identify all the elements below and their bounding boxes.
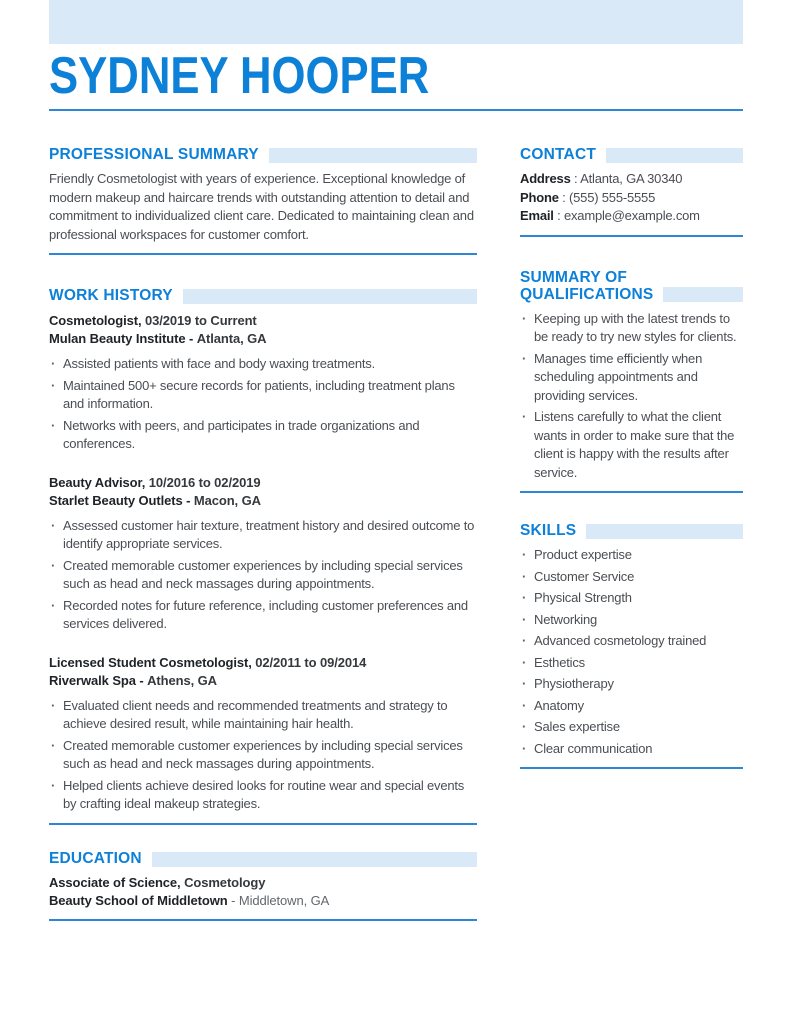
section-divider — [49, 919, 477, 921]
page-title: SYDNEY HOOPER — [49, 47, 430, 105]
section-divider — [520, 235, 743, 237]
contact-label: Email — [520, 208, 554, 223]
skill-item — [520, 546, 743, 565]
degree: Associate of Science, — [49, 874, 181, 890]
contact-email-line — [520, 207, 743, 226]
heading-bar — [586, 524, 743, 539]
job-dates: 03/2019 to Current — [145, 313, 257, 328]
bullet-item — [520, 350, 743, 406]
right-column — [520, 147, 743, 769]
bullet-item — [520, 408, 743, 482]
school-location: - Middletown, GA — [231, 892, 330, 908]
skill-item — [520, 568, 743, 587]
job-title-line — [49, 474, 477, 492]
bullet-dot: · — [51, 356, 56, 371]
contact-value: example@example.com — [563, 208, 700, 223]
contact-separator: : — [562, 189, 566, 205]
contact-label: Address — [520, 171, 571, 186]
bullet-text: Listens carefully to what the client wants in order to make sure that the client is happy with the results after service. — [534, 409, 735, 480]
bullet-dot: · — [522, 547, 527, 562]
qualifications-title-line2: QUALIFICATIONS — [520, 285, 654, 303]
name-divider — [49, 109, 743, 111]
skill-item — [520, 632, 743, 651]
professional-summary-title: PROFESSIONAL SUMMARY — [49, 146, 259, 163]
heading-bar — [183, 289, 477, 304]
bullet-dot: · — [522, 350, 527, 366]
school-name: Beauty School of Middletown — [49, 892, 228, 908]
school-line — [49, 892, 477, 910]
job-title-line — [49, 654, 477, 672]
bullet-text: Created memorable customer experiences by including special services such as head and neck massages during appointments. — [63, 557, 463, 591]
bullet-text: Keeping up with the latest trends to be ready to try new styles for clients. — [534, 310, 737, 344]
bullet-dot: · — [522, 633, 527, 648]
bullet-item — [49, 737, 477, 774]
job-company-line — [49, 672, 477, 690]
section-divider — [520, 491, 743, 493]
bullet-item — [49, 777, 477, 814]
job-dates: 10/2016 to 02/2019 — [148, 474, 261, 490]
job-entry-2 — [49, 474, 477, 634]
qualifications-list — [520, 310, 743, 483]
bullet-text: Created memorable customer experiences by including special services such as head and neck massages during appointments. — [63, 737, 463, 771]
columns — [49, 147, 743, 921]
bullet-dot: · — [522, 719, 527, 734]
section-education — [49, 851, 477, 921]
bullet-dot: · — [51, 377, 56, 393]
qualifications-heading — [520, 269, 743, 303]
bullet-text: Helped clients achieve desired looks for routine wear and special events by crafting ideal makeup strategies. — [63, 777, 465, 811]
job-bullets — [49, 517, 477, 634]
professional-summary-heading — [49, 147, 477, 163]
bullet-text: Recorded notes for future reference, including customer preferences and services delivered. — [63, 597, 468, 631]
bullet-dot: · — [51, 517, 56, 533]
skills-list — [520, 546, 743, 758]
bullet-item — [49, 417, 477, 454]
skill-item — [520, 718, 743, 737]
qualifications-title-line1: SUMMARY OF — [520, 268, 628, 286]
heading-bar — [606, 148, 743, 163]
bullet-text: Assessed customer hair texture, treatment history and desired outcome to identify appropriate services. — [63, 517, 475, 551]
skill-text: Product expertise — [534, 547, 632, 562]
job-dates: 02/2011 to 09/2014 — [255, 654, 367, 670]
section-divider — [520, 767, 743, 769]
bullet-dot: · — [522, 611, 527, 627]
contact-block — [520, 170, 743, 226]
job-bullets — [49, 697, 477, 814]
bullet-item — [520, 310, 743, 347]
contact-value: Atlanta, GA 30340 — [580, 171, 683, 186]
skills-heading — [520, 523, 743, 539]
bullet-dot: · — [522, 697, 527, 713]
bullet-item — [49, 355, 477, 374]
job-company: Riverwalk Spa - — [49, 672, 144, 688]
heading-bar — [663, 287, 743, 302]
skill-item — [520, 589, 743, 608]
education-title: EDUCATION — [49, 849, 142, 867]
bullet-dot: · — [51, 597, 56, 613]
section-work-history — [49, 288, 477, 825]
skill-text: Advanced cosmetology trained — [534, 633, 707, 648]
skill-item — [520, 675, 743, 694]
skill-item — [520, 611, 743, 630]
skill-text: Customer Service — [534, 568, 635, 584]
skill-text: Sales expertise — [534, 719, 620, 734]
heading-bar — [152, 852, 477, 867]
section-qualifications — [520, 269, 743, 494]
job-entry-3 — [49, 654, 477, 814]
section-skills — [520, 523, 743, 769]
education-heading — [49, 851, 477, 867]
bullet-dot: · — [51, 777, 56, 793]
job-title-line — [49, 312, 477, 330]
job-bullets — [49, 355, 477, 454]
skills-title: SKILLS — [520, 522, 577, 539]
professional-summary-text: Friendly Cosmetologist with years of experience. Exceptional knowledge of modern makeup and haircare trends with outstanding attention to detail and commitment to individualized client care. Dedicated to maintaining clean and professional workspaces for customer comfort. — [49, 171, 474, 242]
job-location: Athens, GA — [147, 672, 217, 688]
bullet-dot: · — [522, 568, 527, 584]
bullet-dot: · — [522, 409, 527, 424]
job-location: Atlanta, GA — [196, 331, 267, 346]
bullet-dot: · — [522, 654, 527, 670]
skill-text: Networking — [534, 611, 598, 627]
work-history-heading — [49, 288, 477, 304]
contact-heading — [520, 147, 743, 163]
skill-item — [520, 654, 743, 673]
bullet-text: Assisted patients with face and body waxing treatments. — [63, 356, 376, 371]
bullet-item — [49, 557, 477, 594]
heading-bar — [269, 148, 477, 163]
bullet-dot: · — [51, 417, 56, 433]
section-divider — [49, 823, 477, 825]
contact-value: (555) 555-5555 — [569, 189, 656, 205]
bullet-dot: · — [522, 310, 527, 326]
job-location: Macon, GA — [193, 492, 261, 508]
skill-text: Esthetics — [534, 654, 585, 670]
skill-text: Physiotherapy — [534, 676, 614, 691]
section-contact — [520, 147, 743, 237]
degree-program: Cosmetology — [184, 874, 266, 890]
bullet-dot: · — [522, 676, 527, 691]
bullet-item — [49, 517, 477, 554]
bullet-item — [49, 377, 477, 414]
bullet-dot: · — [522, 590, 527, 605]
bullet-dot: · — [51, 697, 56, 713]
bullet-dot: · — [522, 740, 527, 756]
job-company-line — [49, 492, 477, 510]
contact-address-line — [520, 170, 743, 189]
job-title: Licensed Student Cosmetologist, — [49, 654, 252, 670]
bullet-text: Maintained 500+ secure records for patients, including treatment plans and information. — [63, 377, 455, 411]
contact-separator: : — [557, 208, 561, 223]
bullet-dot: · — [51, 557, 56, 573]
skill-text: Anatomy — [534, 697, 584, 713]
job-company-line — [49, 330, 477, 348]
contact-title: CONTACT — [520, 146, 597, 163]
job-title: Beauty Advisor, — [49, 474, 146, 490]
job-entry-1 — [49, 312, 477, 454]
left-column — [49, 147, 477, 921]
bullet-item — [49, 597, 477, 634]
bullet-item — [49, 697, 477, 734]
skill-text: Physical Strength — [534, 590, 632, 605]
job-company: Mulan Beauty Institute - — [49, 331, 194, 346]
section-professional-summary — [49, 147, 477, 255]
skill-item — [520, 740, 743, 759]
bullet-text: Manages time efficiently when scheduling appointments and providing services. — [534, 350, 703, 403]
skill-item — [520, 697, 743, 716]
contact-separator: : — [574, 171, 578, 186]
qualifications-title-row2 — [520, 286, 743, 303]
bullet-dot: · — [51, 737, 56, 753]
bullet-text: Evaluated client needs and recommended treatments and strategy to achieve desired result, while maintaining hair health. — [63, 697, 448, 731]
contact-phone-line — [520, 189, 743, 208]
bullet-text: Networks with peers, and participates in trade organizations and conferences. — [63, 417, 420, 451]
work-history-title: WORK HISTORY — [49, 287, 173, 304]
job-title: Cosmetologist, — [49, 313, 142, 328]
skill-text: Clear communication — [534, 740, 653, 756]
contact-label: Phone — [520, 189, 559, 205]
job-company: Starlet Beauty Outlets - — [49, 492, 191, 508]
degree-line — [49, 874, 477, 892]
section-divider — [49, 253, 477, 255]
